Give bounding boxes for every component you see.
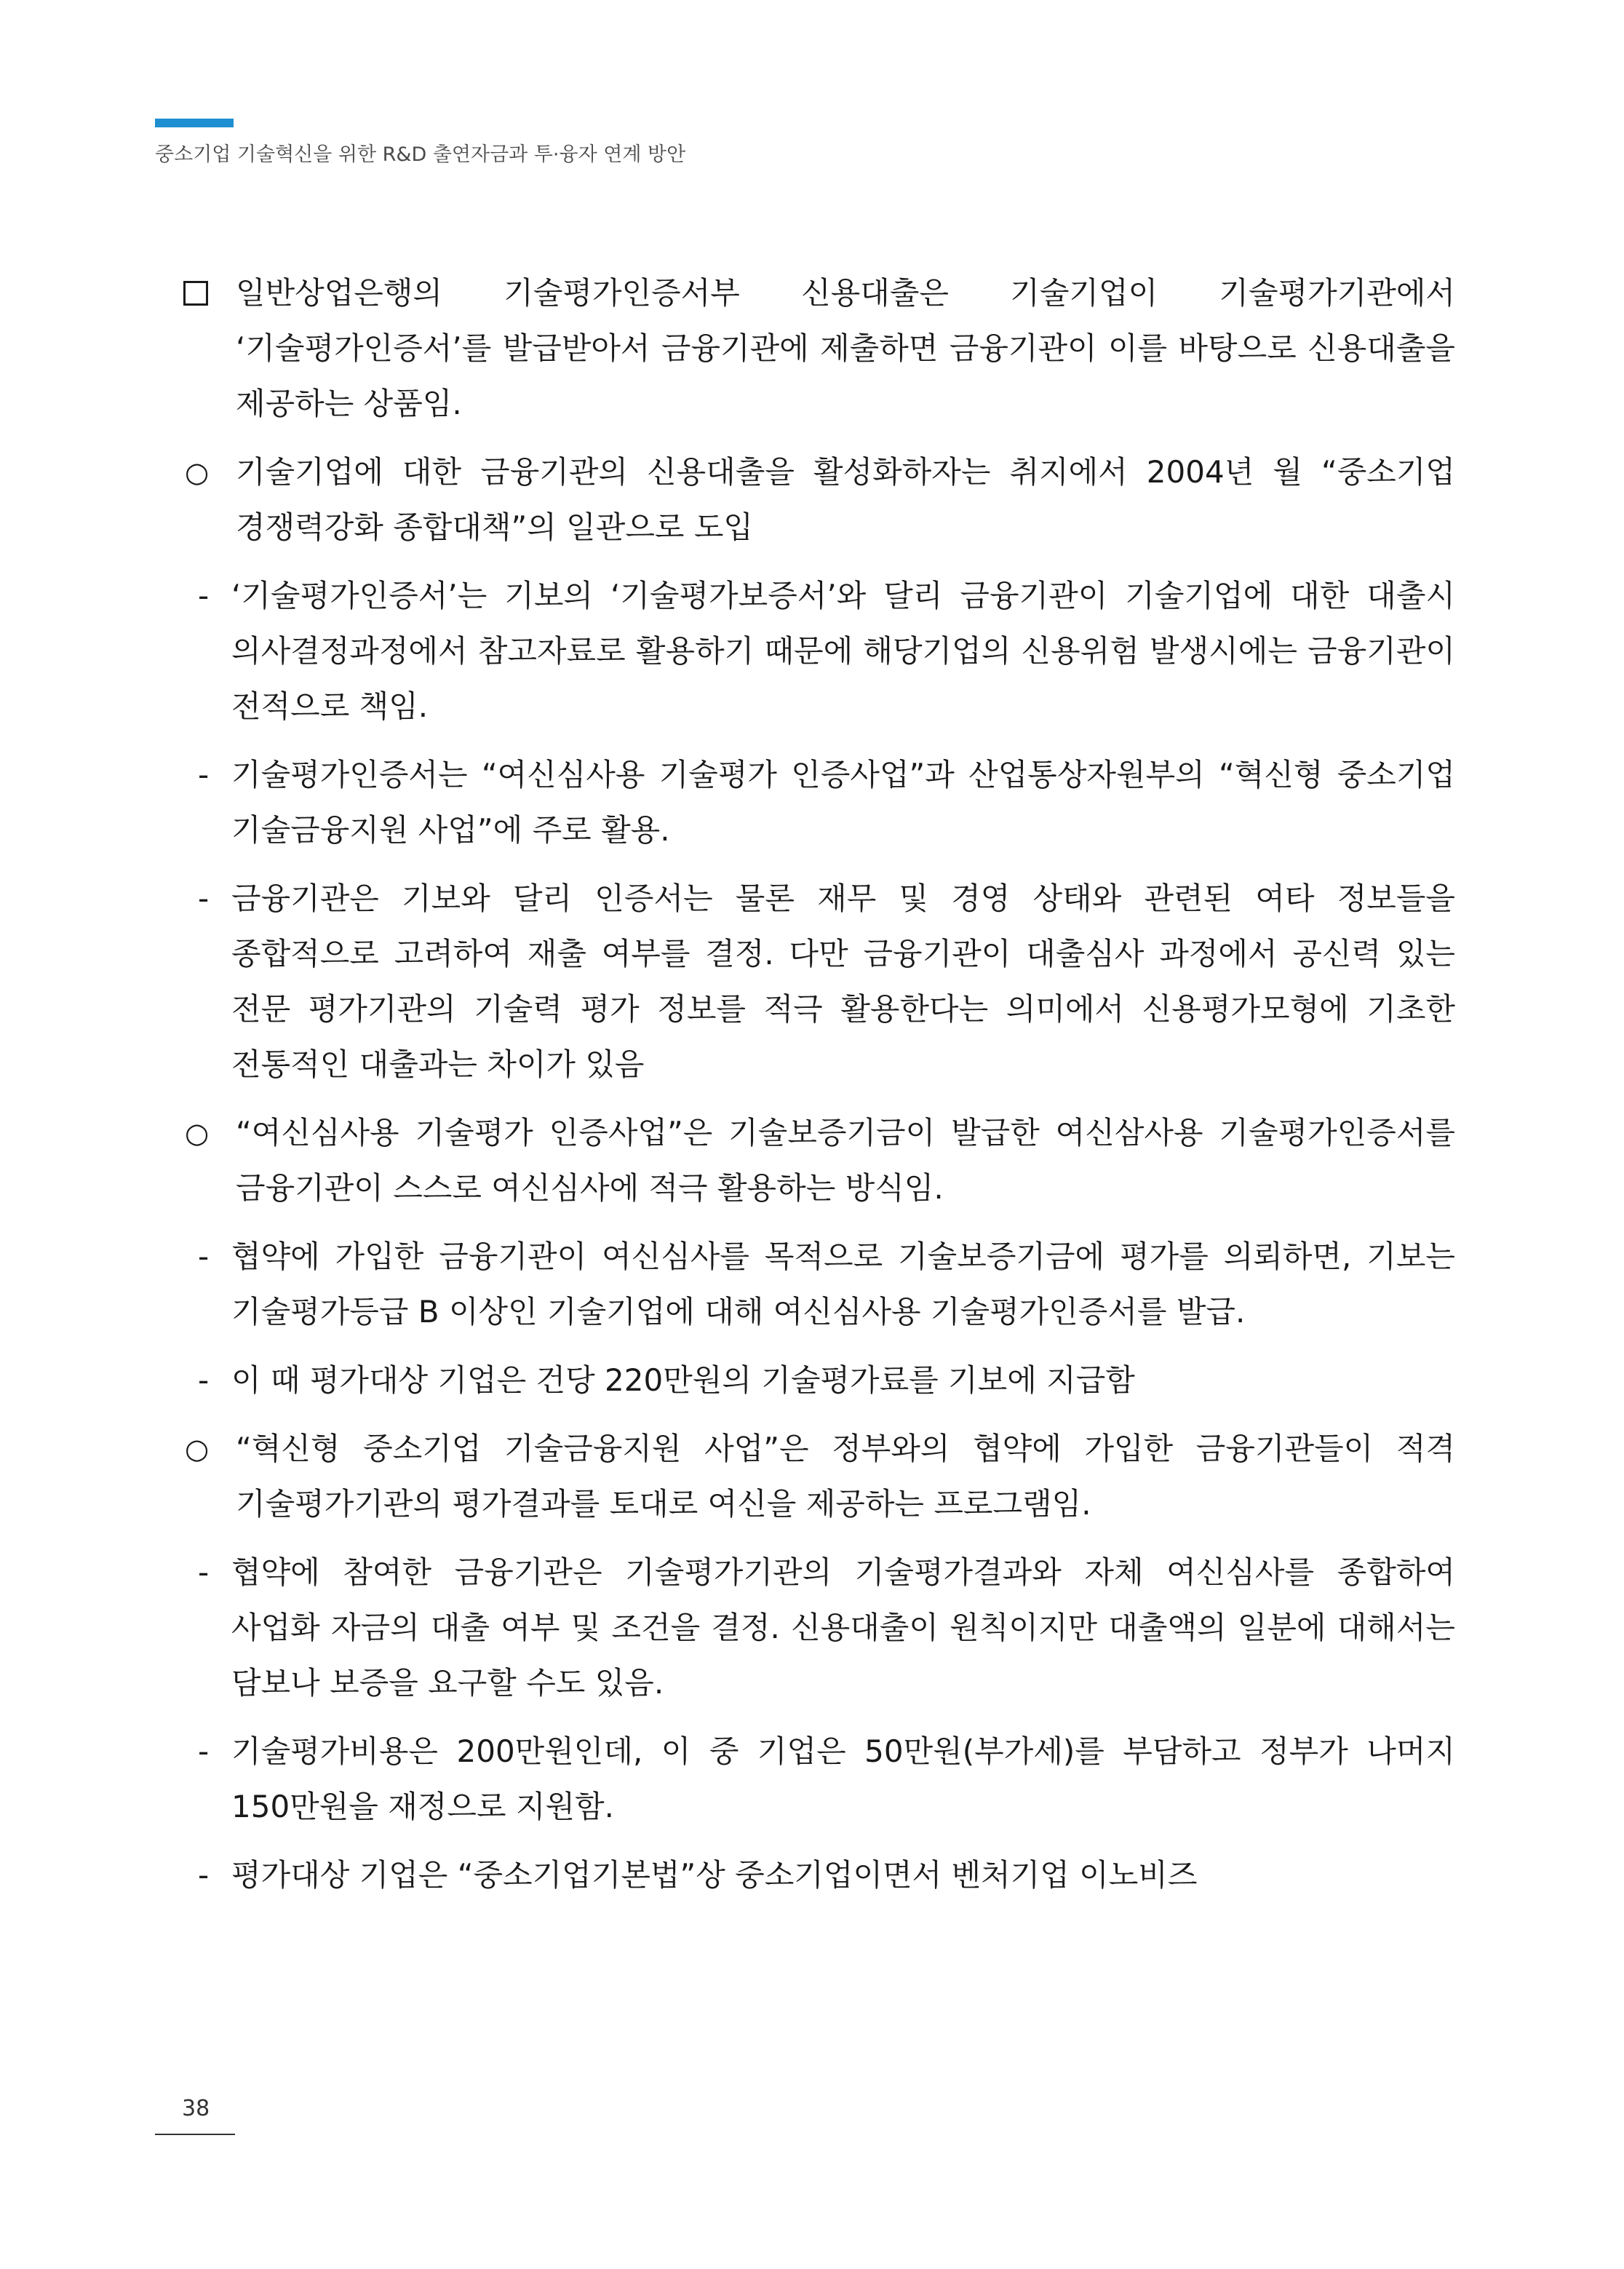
circle-bullet-icon: ○ bbox=[185, 1117, 210, 1149]
dash-bullet-icon: - bbox=[198, 578, 210, 613]
paragraph-level-2 bbox=[175, 1105, 1455, 1216]
paragraph-level-3 bbox=[175, 1848, 1455, 1903]
paragraph-text: 금융기관은 기보와 달리 인증서는 물론 재무 및 경영 상태와 관련된 여타 정보들을 종합적으로 고려하여 재출 여부를 결정. 다만 금융기관이 대출심사 과정에서 공신력 있는 전문 평가기관의 기술력 평가 정보를 적극 활용한다는 의미에서 신용평가모형에 기초한 전통적인 대출과는 차이가 있음 bbox=[231, 881, 1455, 1082]
document-body bbox=[175, 266, 1455, 1916]
dash-bullet-icon: - bbox=[198, 881, 210, 916]
dash-bullet-icon: - bbox=[198, 1857, 210, 1893]
dash-bullet-icon: - bbox=[198, 1362, 210, 1398]
paragraph-text: “혁신형 중소기업 기술금융지원 사업”은 정부와의 협약에 가입한 금융기관들이 적격 기술평가기관의 평가결과를 토대로 여신을 제공하는 프로그램임. bbox=[236, 1431, 1455, 1522]
paragraph-level-3 bbox=[175, 568, 1455, 734]
paragraph-level-1 bbox=[175, 266, 1455, 432]
circle-bullet-icon: ○ bbox=[185, 456, 210, 488]
paragraph-text: ‘기술평가인증서’는 기보의 ‘기술평가보증서’와 달리 금융기관이 기술기업에 대한 대출시 의사결정과정에서 참고자료로 활용하기 때문에 해당기업의 신용위험 발생시에는 금융기관이 전적으로 책임. bbox=[231, 578, 1455, 724]
circle-bullet-icon: ○ bbox=[185, 1433, 210, 1465]
paragraph-text: 기술기업에 대한 금융기관의 신용대출을 활성화하자는 취지에서 2004년 월 “중소기업 경쟁력강화 종합대책”의 일관으로 도입 bbox=[236, 454, 1455, 545]
paragraph-text: 일반상업은행의 기술평가인증서부 신용대출은 기술기업이 기술평가기관에서 ‘기술평가인증서’를 발급받아서 금융기관에 제출하면 금융기관이 이를 바탕으로 신용대출을 제공하는 상품임. bbox=[236, 275, 1455, 421]
footer-rule bbox=[155, 2134, 235, 2135]
paragraph-level-3 bbox=[175, 1229, 1455, 1340]
paragraph-level-3 bbox=[175, 1353, 1455, 1408]
dash-bullet-icon: - bbox=[198, 1239, 210, 1274]
dash-bullet-icon: - bbox=[198, 757, 210, 792]
paragraph-text: 기술평가비용은 200만원인데, 이 중 기업은 50만원(부가세)를 부담하고 정부가 나머지 150만원을 재정으로 지원함. bbox=[231, 1733, 1455, 1824]
paragraph-level-3 bbox=[175, 1724, 1455, 1835]
paragraph-text: 협약에 가입한 금융기관이 여신심사를 목적으로 기술보증기금에 평가를 의뢰하면, 기보는 기술평가등급 B 이상인 기술기업에 대해 여신심사용 기술평가인증서를 발급. bbox=[231, 1239, 1455, 1330]
paragraph-text: 협약에 참여한 금융기관은 기술평가기관의 기술평가결과와 자체 여신심사를 종합하여 사업화 자금의 대출 여부 및 조건을 결정. 신용대출이 원칙이지만 대출액의 일분에 대해서는 담보나 보증을 요구할 수도 있음. bbox=[231, 1554, 1455, 1701]
header-accent-bar bbox=[155, 119, 234, 127]
paragraph-level-2 bbox=[175, 445, 1455, 555]
running-header: 중소기업 기술혁신을 위한 R&D 출연자금과 투·융자 연계 방안 bbox=[155, 143, 686, 166]
paragraph-level-3 bbox=[175, 871, 1455, 1092]
paragraph-text: 평가대상 기업은 “중소기업기본법”상 중소기업이면서 벤처기업 이노비즈 bbox=[231, 1857, 1198, 1893]
dash-bullet-icon: - bbox=[198, 1733, 210, 1769]
paragraph-text: 기술평가인증서는 “여신심사용 기술평가 인증사업”과 산업통상자원부의 “혁신형 중소기업 기술금융지원 사업”에 주로 활용. bbox=[231, 757, 1455, 848]
square-bullet-icon bbox=[183, 281, 208, 306]
paragraph-text: 이 때 평가대상 기업은 건당 220만원의 기술평가료를 기보에 지급함 bbox=[231, 1362, 1135, 1398]
paragraph-text: “여신심사용 기술평가 인증사업”은 기술보증기금이 발급한 여신삼사용 기술평가인증서를 금융기관이 스스로 여신심사에 적극 활용하는 방식임. bbox=[236, 1115, 1455, 1206]
paragraph-level-3 bbox=[175, 1545, 1455, 1711]
paragraph-level-3 bbox=[175, 747, 1455, 858]
paragraph-level-2 bbox=[175, 1421, 1455, 1532]
page-number: 38 bbox=[182, 2096, 210, 2121]
dash-bullet-icon: - bbox=[198, 1554, 210, 1590]
